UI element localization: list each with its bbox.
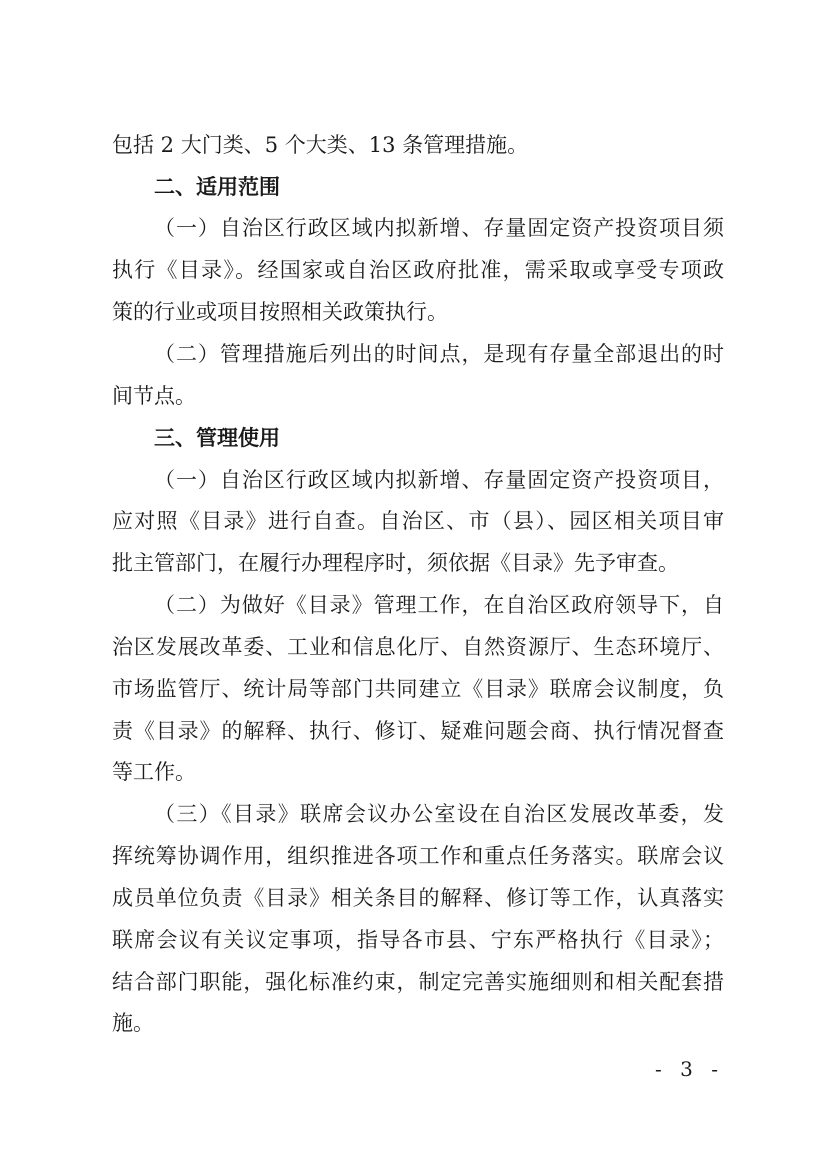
body-line-5: 策的行业或项目按照相关政策执行。 (112, 300, 448, 324)
body-line-13: 治区发展改革委、工业和信息化厅、自然资源厅、生态环境厅、 (112, 635, 724, 659)
body-line-15: 责《目录》的解释、执行、修订、疑难问题会商、执行情况督查 (112, 719, 724, 743)
section-heading-usage: 三、管理使用 (154, 426, 280, 450)
body-line-22: 施。 (112, 1011, 154, 1035)
body-line-21: 结合部门职能，强化标准约束，制定完善实施细则和相关配套措 (112, 970, 724, 994)
body-line-14: 市场监管厅、统计局等部门共同建立《目录》联席会议制度，负 (112, 677, 724, 701)
body-line-1: 包括 2 大门类、5 个大类、13 条管理措施。 (112, 133, 529, 157)
body-line-3: （一）自治区行政区域内拟新增、存量固定资产投资项目须 (154, 216, 724, 240)
body-line-6: （二）管理措施后列出的时间点，是现有存量全部退出的时 (154, 342, 724, 366)
section-heading-scope: 二、适用范围 (154, 175, 280, 199)
body-line-17: （三）《目录》联席会议办公室设在自治区发展改革委，发 (154, 802, 724, 826)
body-line-7: 间节点。 (112, 384, 196, 408)
body-line-19: 成员单位负责《目录》相关条目的解释、修订等工作，认真落实 (112, 886, 724, 910)
body-line-16: 等工作。 (112, 760, 196, 784)
body-line-11: 批主管部门，在履行办理程序时，须依据《目录》先予审查。 (112, 551, 679, 575)
body-line-10: 应对照《目录》进行自查。自治区、市（县）、园区相关项目审 (112, 509, 724, 533)
body-line-20: 联席会议有关议定事项，指导各市县、宁东严格执行《目录》； (112, 928, 724, 952)
body-line-4: 执行《目录》。经国家或自治区政府批准，需采取或享受专项政 (112, 258, 724, 282)
body-line-9: （一）自治区行政区域内拟新增、存量固定资产投资项目， (154, 468, 724, 492)
body-line-12: （二）为做好《目录》管理工作，在自治区政府领导下，自 (154, 593, 724, 617)
body-line-18: 挥统筹协调作用，组织推进各项工作和重点任务落实。联席会议 (112, 844, 724, 868)
page-number: - 3 - (655, 1057, 724, 1081)
